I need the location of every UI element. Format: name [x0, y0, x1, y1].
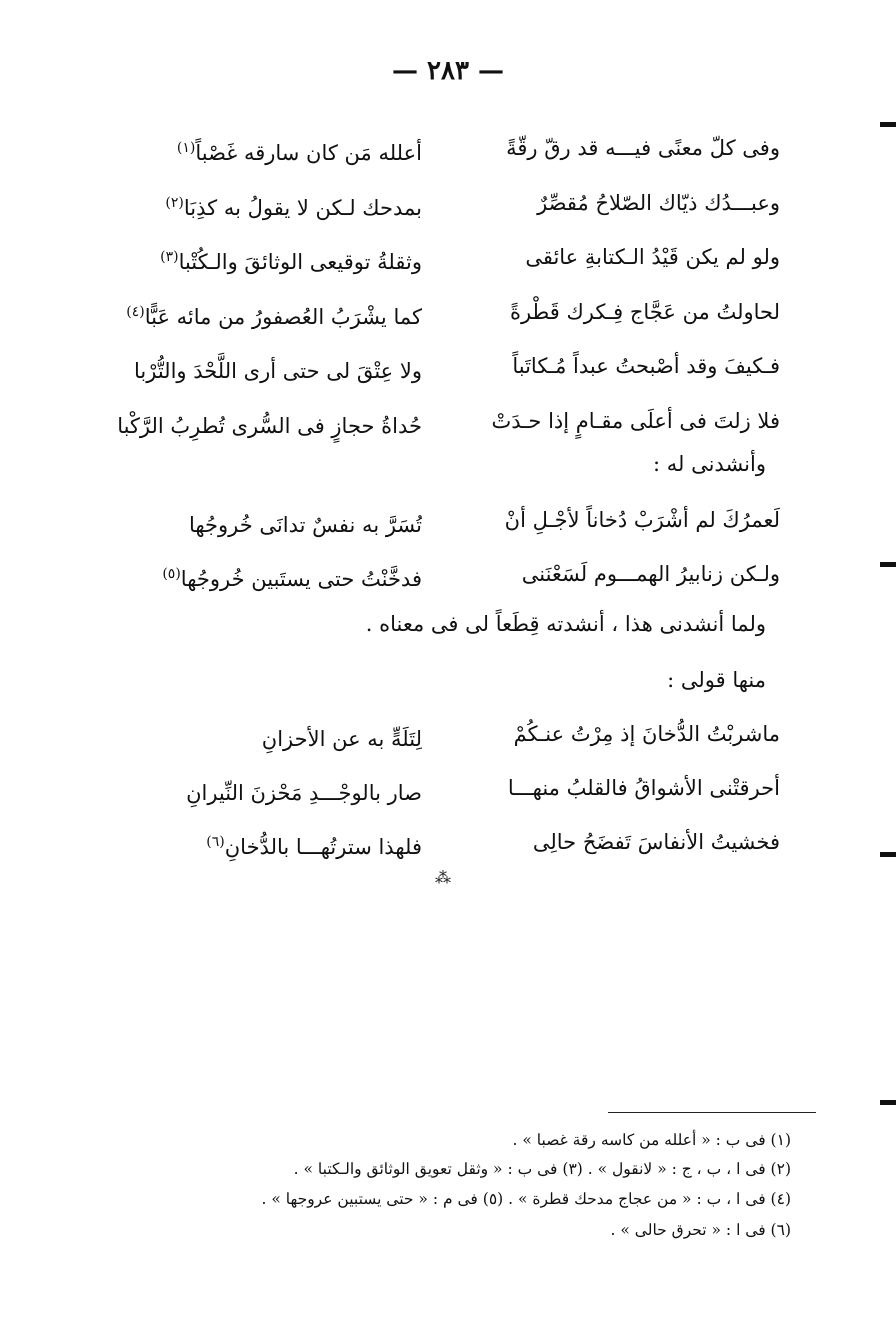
edge-mark: [880, 852, 896, 857]
footnote-ref: (٤): [126, 304, 145, 320]
verse-second-hemistich: [110, 233, 422, 286]
verse-line: [110, 550, 780, 598]
verse-second-hemistich: [110, 179, 422, 232]
edge-mark: [880, 562, 896, 567]
page-number: — ٢٨٣ —: [391, 56, 505, 86]
footnote-ref: (١): [176, 140, 196, 156]
verse-first-hemistich: وفى كلّ معنًى فيـــه قد رقّ رقّةً: [506, 136, 780, 160]
verse-second-text: لِتَلَهٍّ به عن الأحزانِ: [261, 727, 422, 751]
verse-second-text: كما يشْرَبُ العُصفورُ من مائه عَبًّا: [144, 305, 422, 329]
verse-first-hemistich: وعبـــدُك ذيّاك الصّلاحُ مُقصِّرٌ: [537, 191, 780, 215]
verse-line: [110, 764, 780, 812]
verse-second-hemistich: [110, 124, 422, 177]
verse-second-text: صار بالوجْـــدِ مَحْزنَ النِّيرانِ: [186, 781, 422, 805]
footnote: (١) فى ب : « أعلله من كاسه رقة غصبا » .: [512, 1131, 791, 1149]
footnote-ref: (٢): [165, 195, 184, 211]
intro-line: وأنشدنى له :: [652, 452, 766, 476]
intro-line: منها قولى :: [667, 668, 766, 692]
verse-second-text: أعلله مَن كان سارقه غَصْباً: [195, 141, 422, 165]
footnote-ref: (٥): [162, 566, 181, 582]
verse-first-hemistich: أحرقتْنى الأشواقُ فالقلبُ منهـــا: [507, 776, 780, 800]
verse-second-text: تُسَرَّ به نفسٌ تدانَى خُروجُها: [188, 513, 422, 537]
footnote-ref: (٦): [206, 834, 225, 850]
asterism-ornament: ⁂: [435, 868, 451, 887]
verse-line: [110, 496, 780, 544]
verse-line: [110, 397, 780, 445]
verse-second-hemistich: [110, 397, 422, 450]
verse-second-text: وثقلةُ توقيعى الوثائقَ والـكُتْبا: [178, 250, 422, 274]
footnote: (٤) فى ا ، ب : « من عجاج مدحك قطرة » . (٥) فى م : « حتى يستبين عروجها » .: [261, 1190, 791, 1208]
verse-first-hemistich: لَعمرُكَ لم أشْرَبْ دُخاناً لأجْـلِ أنْ: [504, 508, 780, 532]
intro-line: ولما أنشدنى هذا ، أنشدته قِطَعاً لى فى معناه .: [365, 612, 766, 636]
verse-first-hemistich: ماشربْتُ الدُّخانَ إذ مِرْتُ عنـكُمْ: [513, 722, 780, 746]
verse-second-hemistich: [110, 710, 422, 763]
verse-first-hemistich: فخشيتُ الأنفاسَ تَفضَحُ حالِى: [532, 830, 780, 854]
footnote: (٦) فى ا : « تحرق حالى » .: [610, 1221, 791, 1239]
edge-mark: [880, 122, 896, 127]
footnote: (٢) فى ا ، ب ، ج : « لانقول » . (٣) فى ب : « وثقل تعويق الوثائق والـكتبا » .: [293, 1160, 791, 1178]
verse-second-hemistich: [110, 550, 422, 603]
verse-first-hemistich: ولو لم يكن قَيْدُ الـكتابةِ عائقى: [525, 245, 780, 269]
verse-first-hemistich: فلا زلتَ فى أعلَى مقـامٍ إذا حـدَتْ: [491, 409, 780, 433]
verse-line: [110, 818, 780, 866]
verse-second-hemistich: [110, 764, 422, 817]
verse-line: [110, 342, 780, 390]
verse-line: [110, 288, 780, 336]
verse-line: [110, 124, 780, 172]
verse-second-hemistich: [110, 496, 422, 549]
verse-second-text: حُداةُ حجازٍ فى السُّرى تُطرِبُ الرَّكْبا: [117, 414, 422, 438]
verse-second-hemistich: [110, 818, 422, 871]
verse-second-hemistich: [110, 288, 422, 341]
verse-first-hemistich: فـكيفَ وقد أصْبحتُ عبداً مُـكاتَباً: [512, 354, 780, 378]
footnote-ref: (٣): [160, 249, 179, 265]
verse-first-hemistich: ولـكن زنابيرُ الهمـــوم لَسَعْنَنى: [521, 562, 780, 586]
edge-mark: [880, 1100, 896, 1105]
verse-first-hemistich: لحاولتُ من عَجَّاج فِـكرك قَطْرةً: [509, 300, 780, 324]
verse-line: [110, 710, 780, 758]
verse-second-hemistich: [110, 342, 422, 395]
verse-second-text: ولا عِتْقَ لى حتى أرى اللَّحْدَ والتُّرْبا: [134, 359, 422, 383]
verse-second-text: فلهذا سترتُهـــا بالدُّخانِ: [224, 835, 422, 859]
verse-second-text: بمدحك لـكن لا يقولُ به كذِبَا: [183, 196, 422, 220]
verse-second-text: فدخَّنْتُ حتى يستَبين خُروجُها: [180, 567, 422, 591]
verse-line: [110, 233, 780, 281]
verse-line: [110, 179, 780, 227]
footnote-divider: [608, 1112, 816, 1113]
